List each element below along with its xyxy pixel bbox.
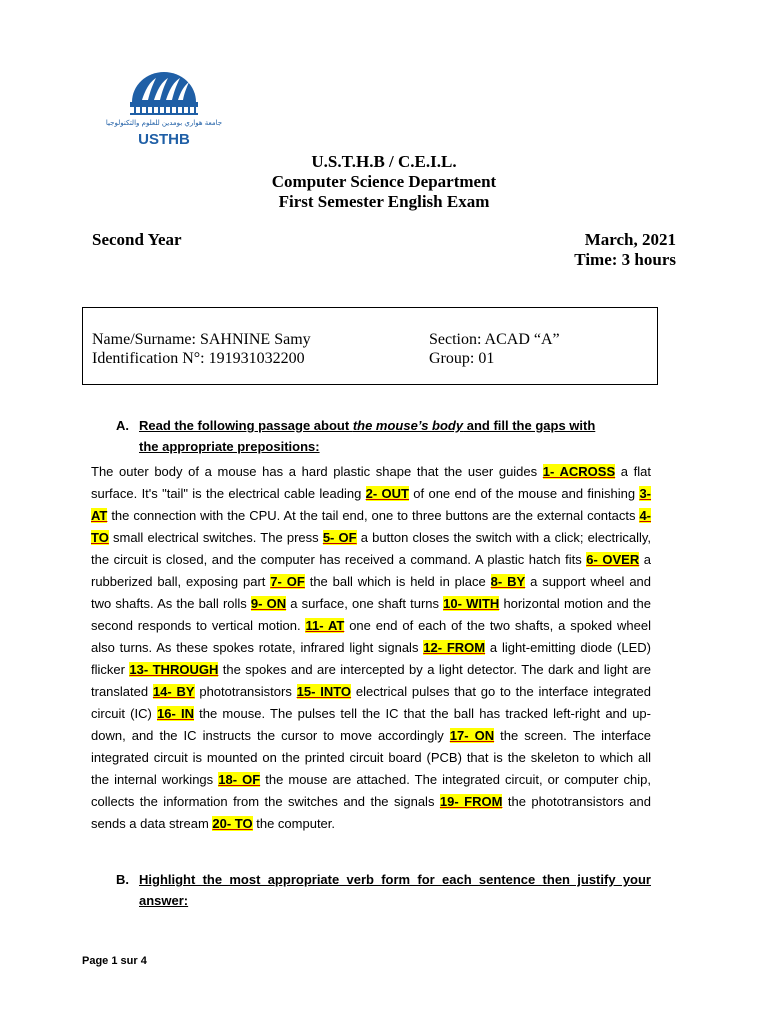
header-line-3: First Semester English Exam — [278, 192, 490, 211]
section-b-label: B. — [116, 872, 129, 887]
student-id: Identification N°: 191931032200 — [92, 350, 305, 367]
answer-blank: 19- FROM — [439, 794, 503, 809]
answer-blank: 1- ACROSS — [542, 464, 616, 479]
passage-segment: a button closes the switch with a click; electrically, the circuit is closed, and the computer has received a command. A plastic hatch fits — [91, 530, 651, 567]
answer-blank: 2- OUT — [365, 486, 409, 501]
answer-blank: 3- AT — [91, 486, 652, 523]
answer-blank: 18- OF — [218, 772, 261, 787]
answer-blank: 5- OF — [322, 530, 357, 545]
passage-segment: the mouse. The pulses tell the IC that the ball has tracked left-right and up-down, and the IC instructs the cursor to move accordingly — [91, 706, 651, 743]
answer-blank: 13- THROUGH — [129, 662, 219, 677]
passage-text — [91, 461, 651, 835]
passage-segment: electrical pulses that go to the interface integrated circuit (IC) — [91, 684, 652, 721]
answer-blank: 11- AT — [305, 618, 345, 633]
answer-blank: 10- WITH — [443, 596, 500, 611]
passage-segment: horizontal motion and the second responds to vertical motion. — [91, 596, 651, 633]
passage-segment: a surface, one shaft turns — [286, 596, 444, 611]
student-name: Name/Surname: SAHNINE Samy — [92, 331, 311, 348]
student-section: Section: ACAD “A” — [429, 331, 560, 348]
answer-blank: 4- TO — [91, 508, 651, 545]
section-b-heading: B. Highlight the most appropriate verb form for each sentence then justify your answer: — [116, 869, 651, 911]
passage-segment: a rubberized ball, exposing part — [91, 552, 651, 589]
header-line-1: U.S.T.H.B / C.E.I.L. — [311, 152, 457, 171]
passage-segment: phototransistors — [194, 684, 297, 699]
page-footer: Page 1 sur 4 — [82, 955, 147, 967]
time-label: Time: 3 hours — [574, 250, 676, 269]
answer-blank: 20- TO — [212, 816, 253, 831]
answer-blank: 12- FROM — [423, 640, 486, 655]
passage-segment: the phototransistors and sends a data stream — [91, 794, 651, 831]
passage-segment: the computer. — [252, 816, 336, 831]
year-label: Second Year — [92, 230, 182, 249]
answer-blank: 6- OVER — [586, 552, 640, 567]
passage-segment: small electrical switches. The press — [108, 530, 323, 545]
passage-segment: the ball which is held in place — [304, 574, 491, 589]
passage-segment: the spokes and are intercepted by a light detector. The dark and light are translated — [91, 662, 651, 699]
section-a-heading: A. Read the following passage about the mouse’s body and fill the gaps with the appropriate prepositions: — [116, 415, 616, 457]
passage-segment: a support wheel and two shafts. As the ball rolls — [91, 574, 652, 611]
answer-blank: 9- ON — [250, 596, 287, 611]
passage-segment: a light-emitting diode (LED) flicker — [91, 640, 651, 677]
answer-blank: 17- ON — [449, 728, 495, 743]
student-group: Group: 01 — [429, 350, 495, 367]
passage-segment: The outer body of a mouse has a hard plastic shape that the user guides — [91, 464, 543, 479]
section-a-label: A. — [116, 418, 129, 433]
answer-blank: 15- INTO — [296, 684, 352, 699]
date-label: March, 2021 — [584, 230, 676, 249]
logo-abbr-text: USTHB — [138, 131, 190, 148]
usthb-logo — [105, 64, 223, 148]
passage-segment: a flat surface. It's "tail" is the electrical cable leading — [91, 464, 651, 501]
passage-segment: the mouse are attached. The integrated circuit, or computer chip, collects the information from the switches and the signals — [91, 772, 651, 809]
passage-segment: one end of each of the two shafts, a spoked wheel also turns. As these spokes rotate, infrared light signals — [91, 618, 651, 655]
answer-blank: 16- IN — [157, 706, 194, 721]
passage-segment: the screen. The interface integrated circuit is mounted on the printed circuit board (PCB) that is the skeleton to which all the internal workings — [91, 728, 651, 787]
logo-arabic-text: جامعة هواري بومدين للعلوم والتكنولوجيا — [105, 119, 223, 127]
header-line-2: Computer Science Department — [271, 172, 497, 191]
passage-segment: the connection with the CPU. At the tail end, one to three buttons are the external contacts — [107, 508, 640, 523]
answer-blank: 8- BY — [490, 574, 526, 589]
answer-blank: 7- OF — [270, 574, 305, 589]
answer-blank: 14- BY — [152, 684, 195, 699]
passage-segment: of one end of the mouse and finishing — [408, 486, 640, 501]
